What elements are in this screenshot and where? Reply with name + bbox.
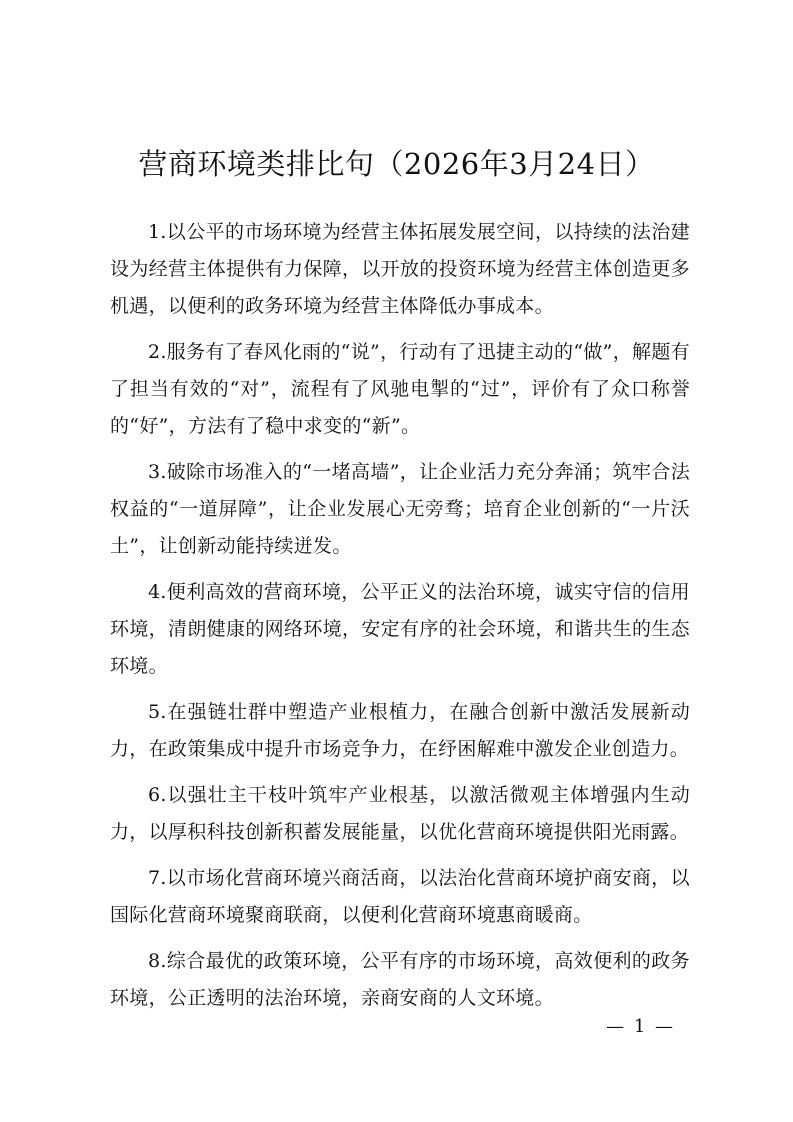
paragraph-4: 4.便利高效的营商环境，公平正义的法治环境，诚实守信的信用环境，清朗健康的网络环境，安定有序的社会环境，和谐共生的生态环境。 — [110, 581, 690, 677]
paragraph-8: 8.综合最优的政策环境，公平有序的市场环境，高效便利的政务环境，公正透明的法治环境，亲商安商的人文环境。 — [110, 950, 690, 1009]
paragraph-6: 6.以强壮主干枝叶筑牢产业根基，以激活微观主体增强内生动力，以厚积科技创新积蓄发展能量，以优化营商环境提供阳光雨露。 — [110, 784, 690, 843]
document-title: 营商环境类排比句（2026年3月24日） — [138, 147, 655, 181]
paragraph-7: 7.以市场化营商环境兴商活商，以法治化营商环境护商安商，以国际化营商环境聚商联商，以便利化营商环境惠商暖商。 — [110, 867, 690, 926]
paragraph-1: 1.以公平的市场环境为经营主体拓展发展空间，以持续的法治建设为经营主体提供有力保障，以开放的投资环境为经营主体创造更多机遇，以便利的政务环境为经营主体降低办事成本。 — [110, 221, 690, 317]
paragraph-3: 3.破除市场准入的“一堵高墙”，让企业活力充分奔涌；筑牢合法权益的“一道屏障”，让企业发展心无旁骛；培育企业创新的“一片沃土”，让创新动能持续迸发。 — [110, 461, 690, 557]
document-body — [110, 214, 690, 1026]
paragraph-5: 5.在强链壮群中塑造产业根植力，在融合创新中激活发展新动力，在政策集成中提升市场竞争力，在纾困解难中激发企业创造力。 — [110, 701, 690, 760]
page-number: — 1 — — [606, 1016, 675, 1037]
paragraph-2: 2.服务有了春风化雨的“说”，行动有了迅捷主动的“做”，解题有了担当有效的“对”，流程有了风驰电掣的“过”，评价有了众口称誉的“好”，方法有了稳中求变的“新”。 — [110, 341, 690, 437]
